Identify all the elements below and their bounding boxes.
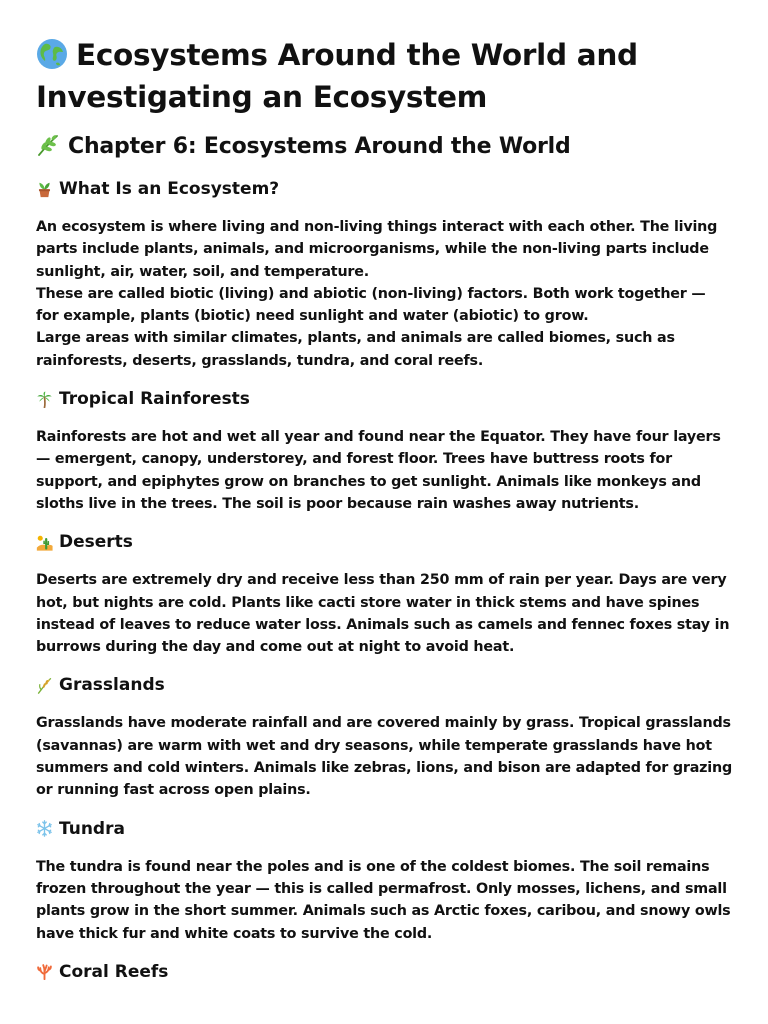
globe-icon — [36, 38, 68, 70]
chapter-heading — [36, 132, 732, 162]
section-heading-ecosystem — [36, 176, 732, 202]
snowflake-icon — [36, 820, 53, 837]
paragraph-line: Grasslands have moderate rainfall and are covered mainly by grass. Tropical grasslands (savannas) are warm with wet and dry seasons, while temperate grasslands have hot summers and cold winters. Animals like zebras, lions, and bison are adapted for grazing or running fast across open plains. — [36, 715, 732, 799]
section-heading-rainforests — [36, 386, 732, 412]
section-heading-text: Tundra — [59, 818, 125, 839]
section-paragraph-rainforests — [36, 426, 732, 515]
paragraph-line: Rainforests are hot and wet all year and found near the Equator. They have four layers — emergent, canopy, understorey, and forest floor. Trees have buttress roots for support, and epiphytes grow on branches to get sunlight. Animals like monkeys and sloths live in the trees. The soil is poor because rain washes away nutrients. — [36, 429, 721, 512]
section-heading-grasslands — [36, 672, 732, 698]
chapter-heading-text: Chapter 6: Ecosystems Around the World — [68, 134, 571, 159]
section-heading-text: Coral Reefs — [59, 961, 169, 982]
section-heading-text: What Is an Ecosystem? — [59, 179, 280, 199]
section-paragraph-ecosystem — [36, 216, 732, 372]
section-heading-text: Tropical Rainforests — [59, 389, 250, 410]
document-title-text: Ecosystems Around the World and Investigating an Ecosystem — [36, 38, 638, 114]
potted-plant-icon — [36, 181, 53, 198]
section-heading-coral-reefs — [36, 959, 732, 985]
paragraph-line: The tundra is found near the poles and is one of the coldest biomes. The soil remains frozen throughout the year — this is called permafrost. Only mosses, lichens, and small plants grow in the short summer. Animals such as Arctic foxes, caribou, and snowy owls have thick fur and white coats to survive the cold. — [36, 858, 731, 942]
section-heading-text: Deserts — [59, 532, 133, 553]
paragraph-line: Deserts are extremely dry and receive less than 250 mm of rain per year. Days are very hot, but nights are cold. Plants like cacti store water in thick stems and have spines instead of leaves to reduce water loss. Animals such as camels and fennec foxes stay in burrows during the day and come out at night to avoid heat. — [36, 572, 730, 656]
section-heading-text: Grasslands — [59, 675, 165, 696]
section-heading-tundra — [36, 816, 732, 842]
section-paragraph-deserts — [36, 569, 732, 658]
section-paragraph-grasslands — [36, 712, 732, 801]
paragraph-line: Large areas with similar climates, plants, and animals are called biomes, such as rainforests, deserts, grasslands, tundra, and coral reefs. — [36, 330, 675, 369]
section-paragraph-tundra — [36, 856, 732, 945]
grain-icon — [36, 677, 53, 694]
paragraph-line: These are called biotic (living) and abiotic (non-living) factors. Both work together — for example, plants (biotic) need sunlight and water (abiotic) to grow. — [36, 285, 706, 325]
desert-icon — [36, 534, 53, 551]
document-title — [36, 34, 732, 118]
paragraph-line: An ecosystem is where living and non-living things interact with each other. The living parts include plants, animals, and microorganisms, while the non-living parts include sunlight, air, water, soil, and temperature. — [36, 219, 718, 280]
section-heading-deserts — [36, 529, 732, 555]
herb-icon — [36, 133, 60, 157]
coral-icon — [36, 963, 53, 980]
palm-tree-icon — [36, 391, 53, 408]
